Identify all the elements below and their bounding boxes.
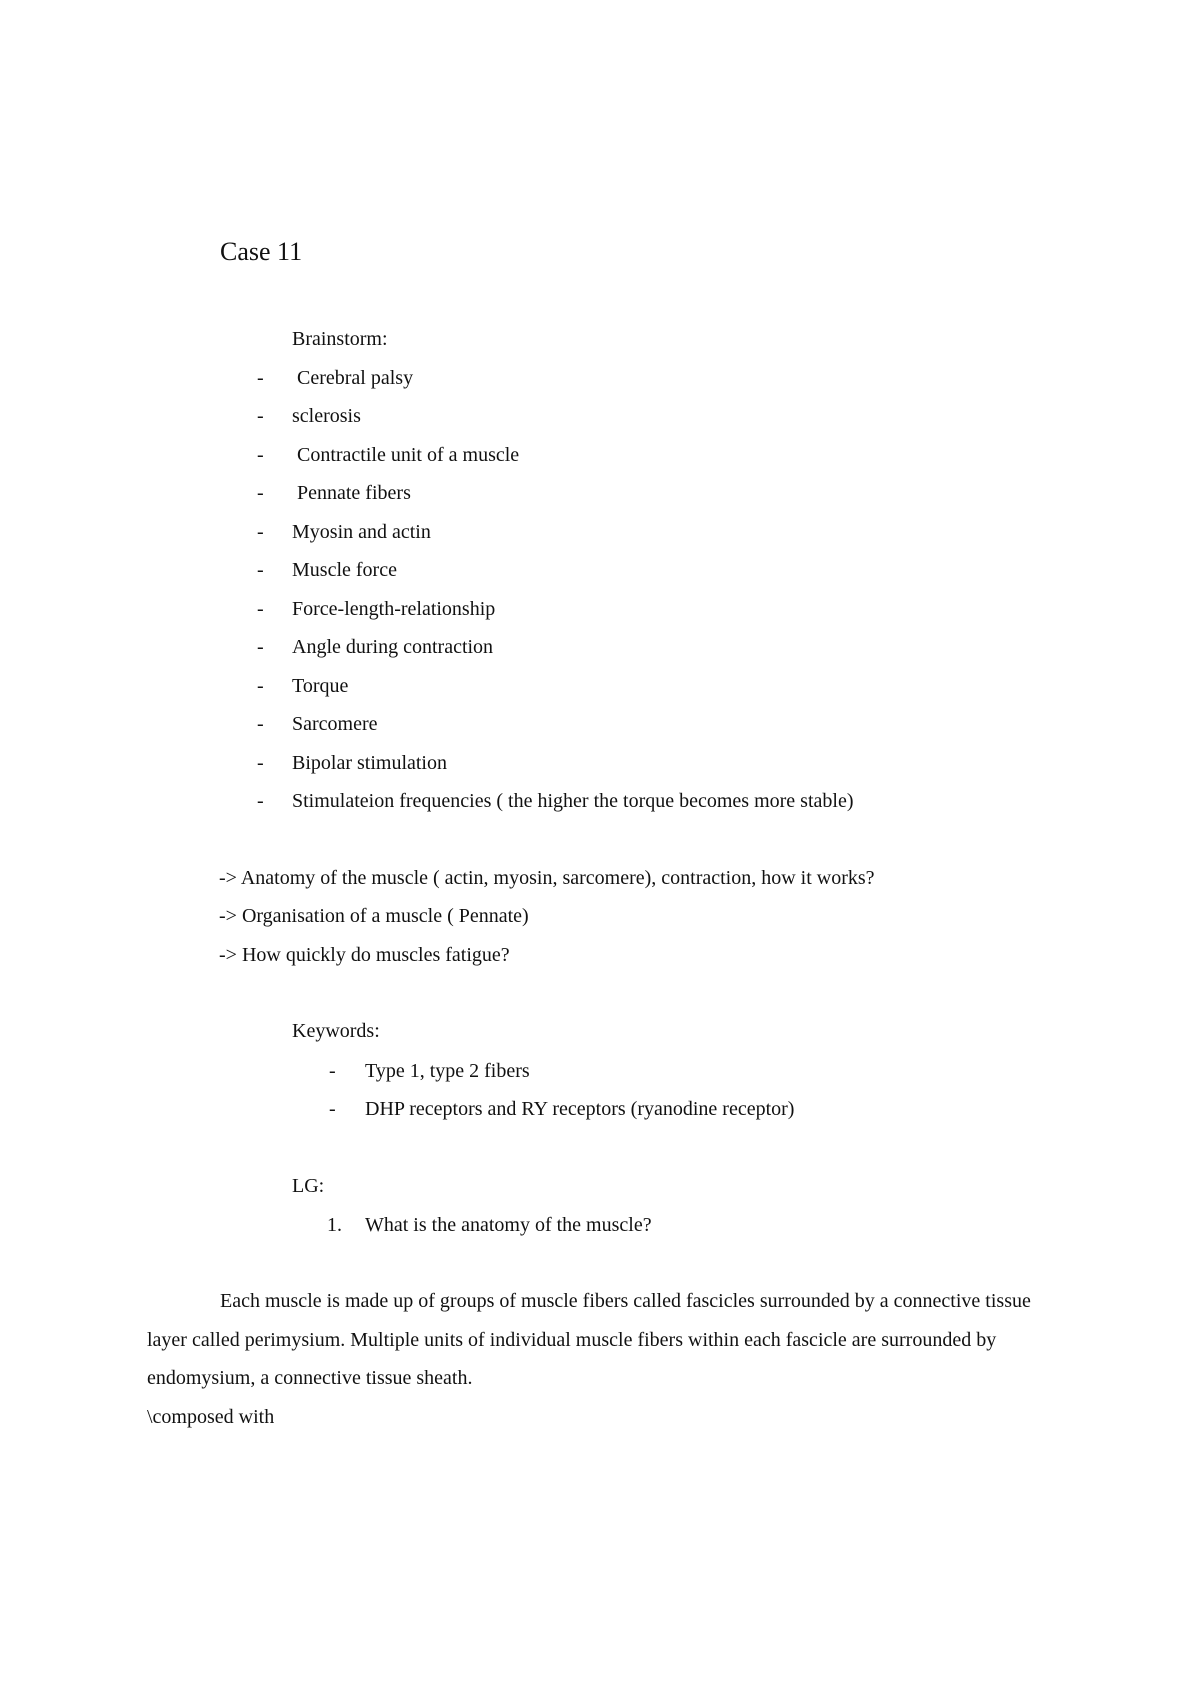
list-item: Myosin and actin [292, 521, 431, 543]
list-bullet: - [257, 521, 264, 543]
list-bullet: - [257, 482, 264, 504]
list-item: Force-length-relationship [292, 598, 496, 620]
list-item: DHP receptors and RY receptors (ryanodine receptor) [365, 1098, 795, 1120]
body-paragraph: Each muscle is made up of groups of muscle fibers called fascicles surrounded by a connective tissue layer called perimysium. Multiple units of individual muscle fibers within each fascicle are surrounded by endomysium, a connective tissue sheath. [147, 1290, 1031, 1389]
list-item: Contractile unit of a muscle [292, 444, 520, 466]
list-item: Angle during contraction [292, 636, 494, 658]
list-bullet: - [257, 713, 264, 735]
list-bullet: - [257, 752, 264, 774]
list-item: sclerosis [292, 405, 361, 427]
list-bullet: - [257, 405, 264, 427]
trailing-text: \composed with [147, 1406, 275, 1428]
list-item: Torque [292, 675, 349, 697]
list-bullet: - [257, 444, 264, 466]
question-line: -> How quickly do muscles fatigue? [219, 944, 510, 966]
list-bullet: - [257, 675, 264, 697]
list-item: Pennate fibers [292, 482, 411, 504]
list-bullet: - [329, 1098, 336, 1120]
list-number: 1. [327, 1214, 342, 1236]
list-bullet: - [257, 790, 264, 812]
list-item: What is the anatomy of the muscle? [365, 1214, 652, 1236]
list-bullet: - [257, 367, 264, 389]
brainstorm-heading: Brainstorm: [292, 328, 388, 350]
keywords-heading: Keywords: [292, 1020, 380, 1042]
list-bullet: - [329, 1060, 336, 1082]
question-line: -> Anatomy of the muscle ( actin, myosin, sarcomere), contraction, how it works? [219, 867, 875, 889]
list-bullet: - [257, 559, 264, 581]
list-item: Muscle force [292, 559, 397, 581]
list-bullet: - [257, 636, 264, 658]
list-bullet: - [257, 598, 264, 620]
question-line: -> Organisation of a muscle ( Pennate) [219, 905, 529, 927]
page-title: Case 11 [220, 237, 303, 266]
list-item: Stimulateion frequencies ( the higher the torque becomes more stable) [292, 790, 854, 812]
list-item: Cerebral palsy [292, 367, 414, 389]
learning-goals-heading: LG: [292, 1175, 325, 1197]
list-item: Bipolar stimulation [292, 752, 447, 774]
list-item: Sarcomere [292, 713, 378, 735]
list-item: Type 1, type 2 fibers [365, 1060, 530, 1082]
